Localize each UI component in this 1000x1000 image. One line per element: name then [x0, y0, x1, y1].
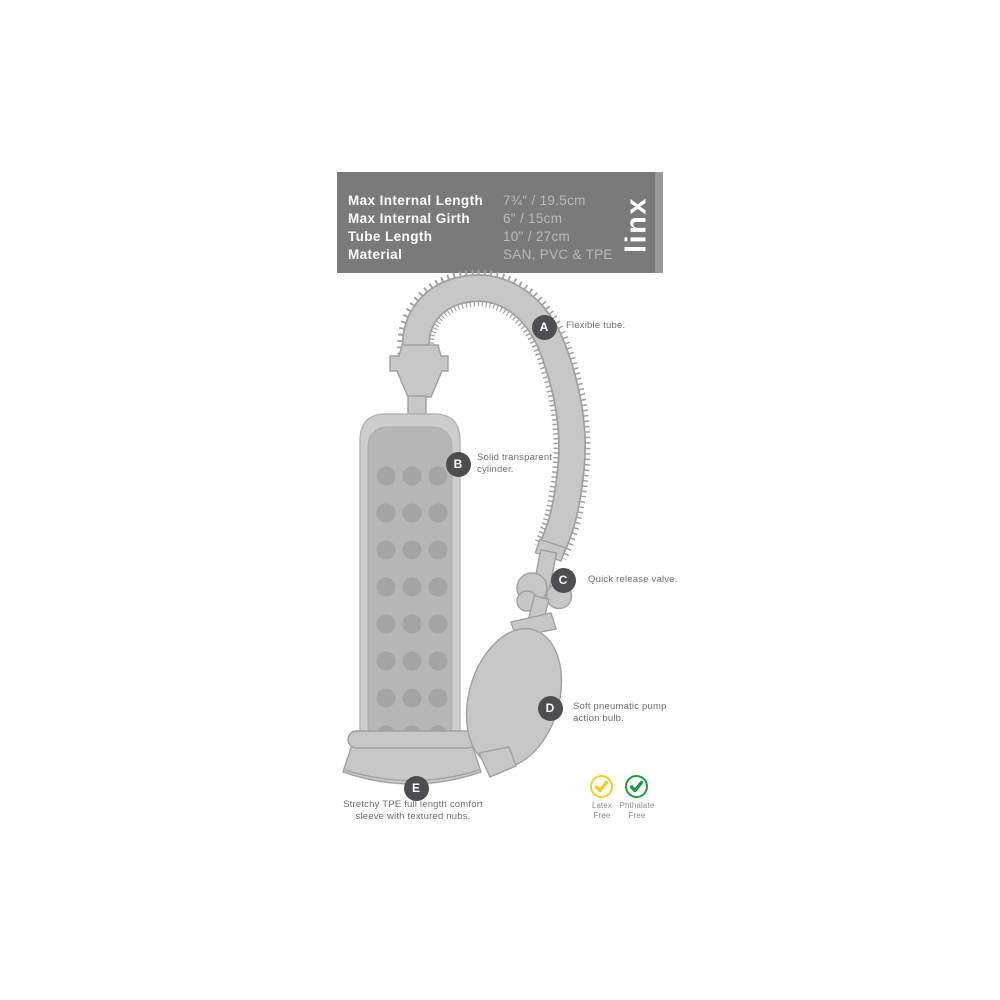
spec-value: 10" / 27cm	[503, 229, 571, 244]
annotation-line: Stretchy TPE full length comfort	[343, 799, 483, 810]
annotation-line: sleeve with textured nubs.	[355, 811, 471, 822]
nub-dot	[403, 541, 422, 560]
nub-dot	[403, 467, 422, 486]
nub-dot	[377, 615, 396, 634]
nub-dot	[429, 467, 448, 486]
annotation-line: Solid transparent	[477, 452, 553, 463]
nub-dot	[377, 467, 396, 486]
spec-value: 6" / 15cm	[503, 211, 563, 226]
nub-dot	[429, 652, 448, 671]
marker-c: C	[551, 568, 576, 593]
nub-dot	[377, 504, 396, 523]
nub-dot	[377, 652, 396, 671]
annotation-line: action bulb.	[573, 713, 624, 724]
nub-dot	[377, 689, 396, 708]
phthalate-free-check-circle-icon	[624, 774, 649, 799]
nub-dot	[403, 578, 422, 597]
nub-dot	[429, 541, 448, 560]
nub-dot	[377, 541, 396, 560]
spec-label: Tube Length	[348, 229, 433, 244]
marker-e: E	[404, 776, 429, 801]
brand-logo: linx	[620, 197, 653, 253]
nub-dot	[403, 615, 422, 634]
annotation-sleeve	[328, 799, 498, 823]
spec-label: Max Internal Girth	[348, 211, 470, 226]
annotation-flexible-tube	[566, 320, 625, 332]
annotation-line: cylinder.	[477, 464, 514, 475]
nub-dot	[429, 689, 448, 708]
nub-dot	[403, 504, 422, 523]
marker-b: B	[446, 452, 471, 477]
spec-label: Max Internal Length	[348, 193, 484, 208]
cylinder-top-fitting	[390, 345, 448, 414]
annotation-bulb	[573, 701, 667, 725]
nub-dot	[403, 652, 422, 671]
annotation-line: Flexible tube.	[566, 320, 626, 331]
annotation-valve	[588, 574, 678, 586]
nub-dot	[429, 615, 448, 634]
annotation-line: Quick release valve.	[588, 574, 678, 585]
spec-value: SAN, PVC & TPE	[503, 247, 613, 262]
badge-line: Phthalate	[619, 801, 655, 810]
marker-a: A	[532, 315, 557, 340]
latex-free-check-circle-icon	[589, 774, 614, 799]
phthalate-free-label	[613, 801, 661, 820]
spec-value: 7¾" / 19.5cm	[503, 193, 586, 208]
badge-line: Free	[628, 810, 646, 820]
annotation-cylinder	[477, 452, 552, 476]
marker-d: D	[538, 696, 563, 721]
annotation-line: Soft pneumatic pump	[573, 701, 667, 712]
nub-dot	[429, 578, 448, 597]
spec-label: Material	[348, 247, 403, 262]
nub-dot	[377, 578, 396, 597]
nub-dot	[403, 689, 422, 708]
badge-line: Latex	[591, 801, 613, 810]
badge-line: Free	[593, 810, 611, 820]
nub-dot	[429, 504, 448, 523]
